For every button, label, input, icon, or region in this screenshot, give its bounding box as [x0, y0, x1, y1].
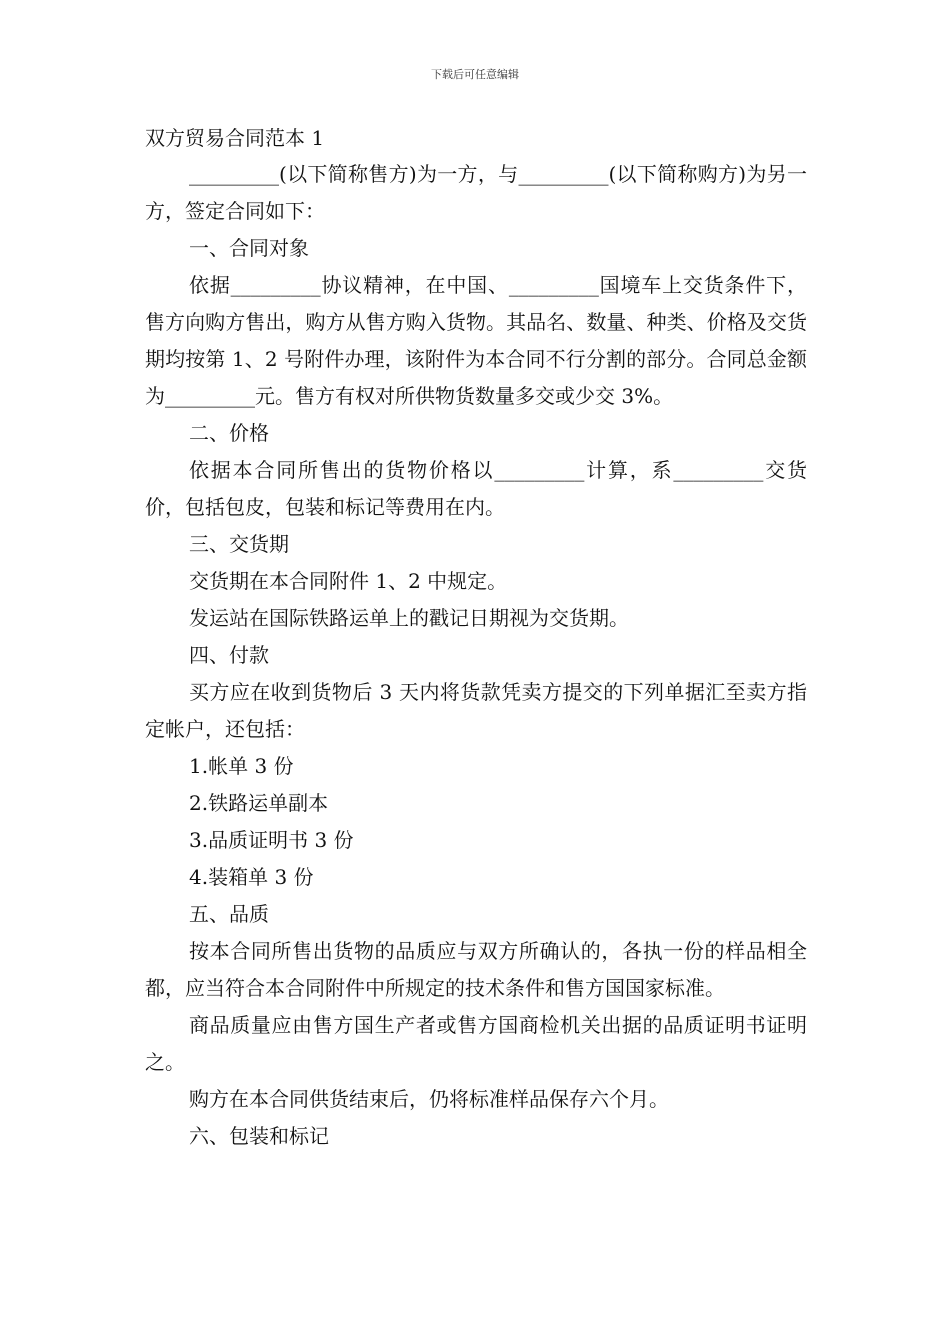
- section-2-heading: 二、价格: [189, 421, 269, 445]
- section-3-paragraph-1: 交货期在本合同附件 1、2 中规定。: [189, 569, 508, 593]
- contract-document: [145, 120, 807, 1155]
- page-header: 下载后可任意编辑: [431, 68, 519, 81]
- section-3-heading: 三、交货期: [189, 532, 289, 556]
- section-3-paragraph-2: 发运站在国际铁路运单上的戳记日期视为交货期。: [189, 606, 629, 630]
- list-item: 4.装箱单 3 份: [189, 865, 314, 889]
- list-item: 1.帐单 3 份: [189, 754, 294, 778]
- section-2-paragraph: 依据本合同所售出的货物价格以_________计算，系_________交货价，包括包皮，包装和标记等费用在内。: [145, 458, 807, 519]
- section-4-heading: 四、付款: [189, 643, 269, 667]
- list-item: 3.品质证明书 3 份: [189, 828, 354, 852]
- section-5-paragraph-1: 按本合同所售出货物的品质应与双方所确认的，各执一份的样品相全都，应当符合本合同附件中所规定的技术条件和售方国国家标准。: [145, 939, 807, 1000]
- section-1-heading: 一、合同对象: [189, 236, 309, 260]
- list-item: 2.铁路运单副本: [189, 791, 329, 815]
- section-6-heading: 六、包装和标记: [189, 1124, 329, 1148]
- section-5-heading: 五、品质: [189, 902, 269, 926]
- section-1-paragraph: 依据_________协议精神，在中国、_________国境车上交货条件下，售方向购方售出，购方从售方购入货物。其品名、数量、种类、价格及交货期均按第 1、2 号附件办理，该附件为本合同不行分割的部分。合同总金额为_________元。售方有权对所供物货数量多交或少交 3%。: [145, 273, 807, 408]
- section-5-paragraph-3: 购方在本合同供货结束后，仍将标准样品保存六个月。: [189, 1087, 669, 1111]
- section-4-paragraph: 买方应在收到货物后 3 天内将货款凭卖方提交的下列单据汇至卖方指定帐户，还包括：: [145, 680, 807, 741]
- intro-paragraph: _________(以下简称售方)为一方，与_________(以下简称购方)为另一方，签定合同如下：: [145, 162, 807, 223]
- section-5-paragraph-2: 商品质量应由售方国生产者或售方国商检机关出据的品质证明书证明之。: [145, 1013, 807, 1074]
- document-title: 双方贸易合同范本 1: [145, 126, 325, 150]
